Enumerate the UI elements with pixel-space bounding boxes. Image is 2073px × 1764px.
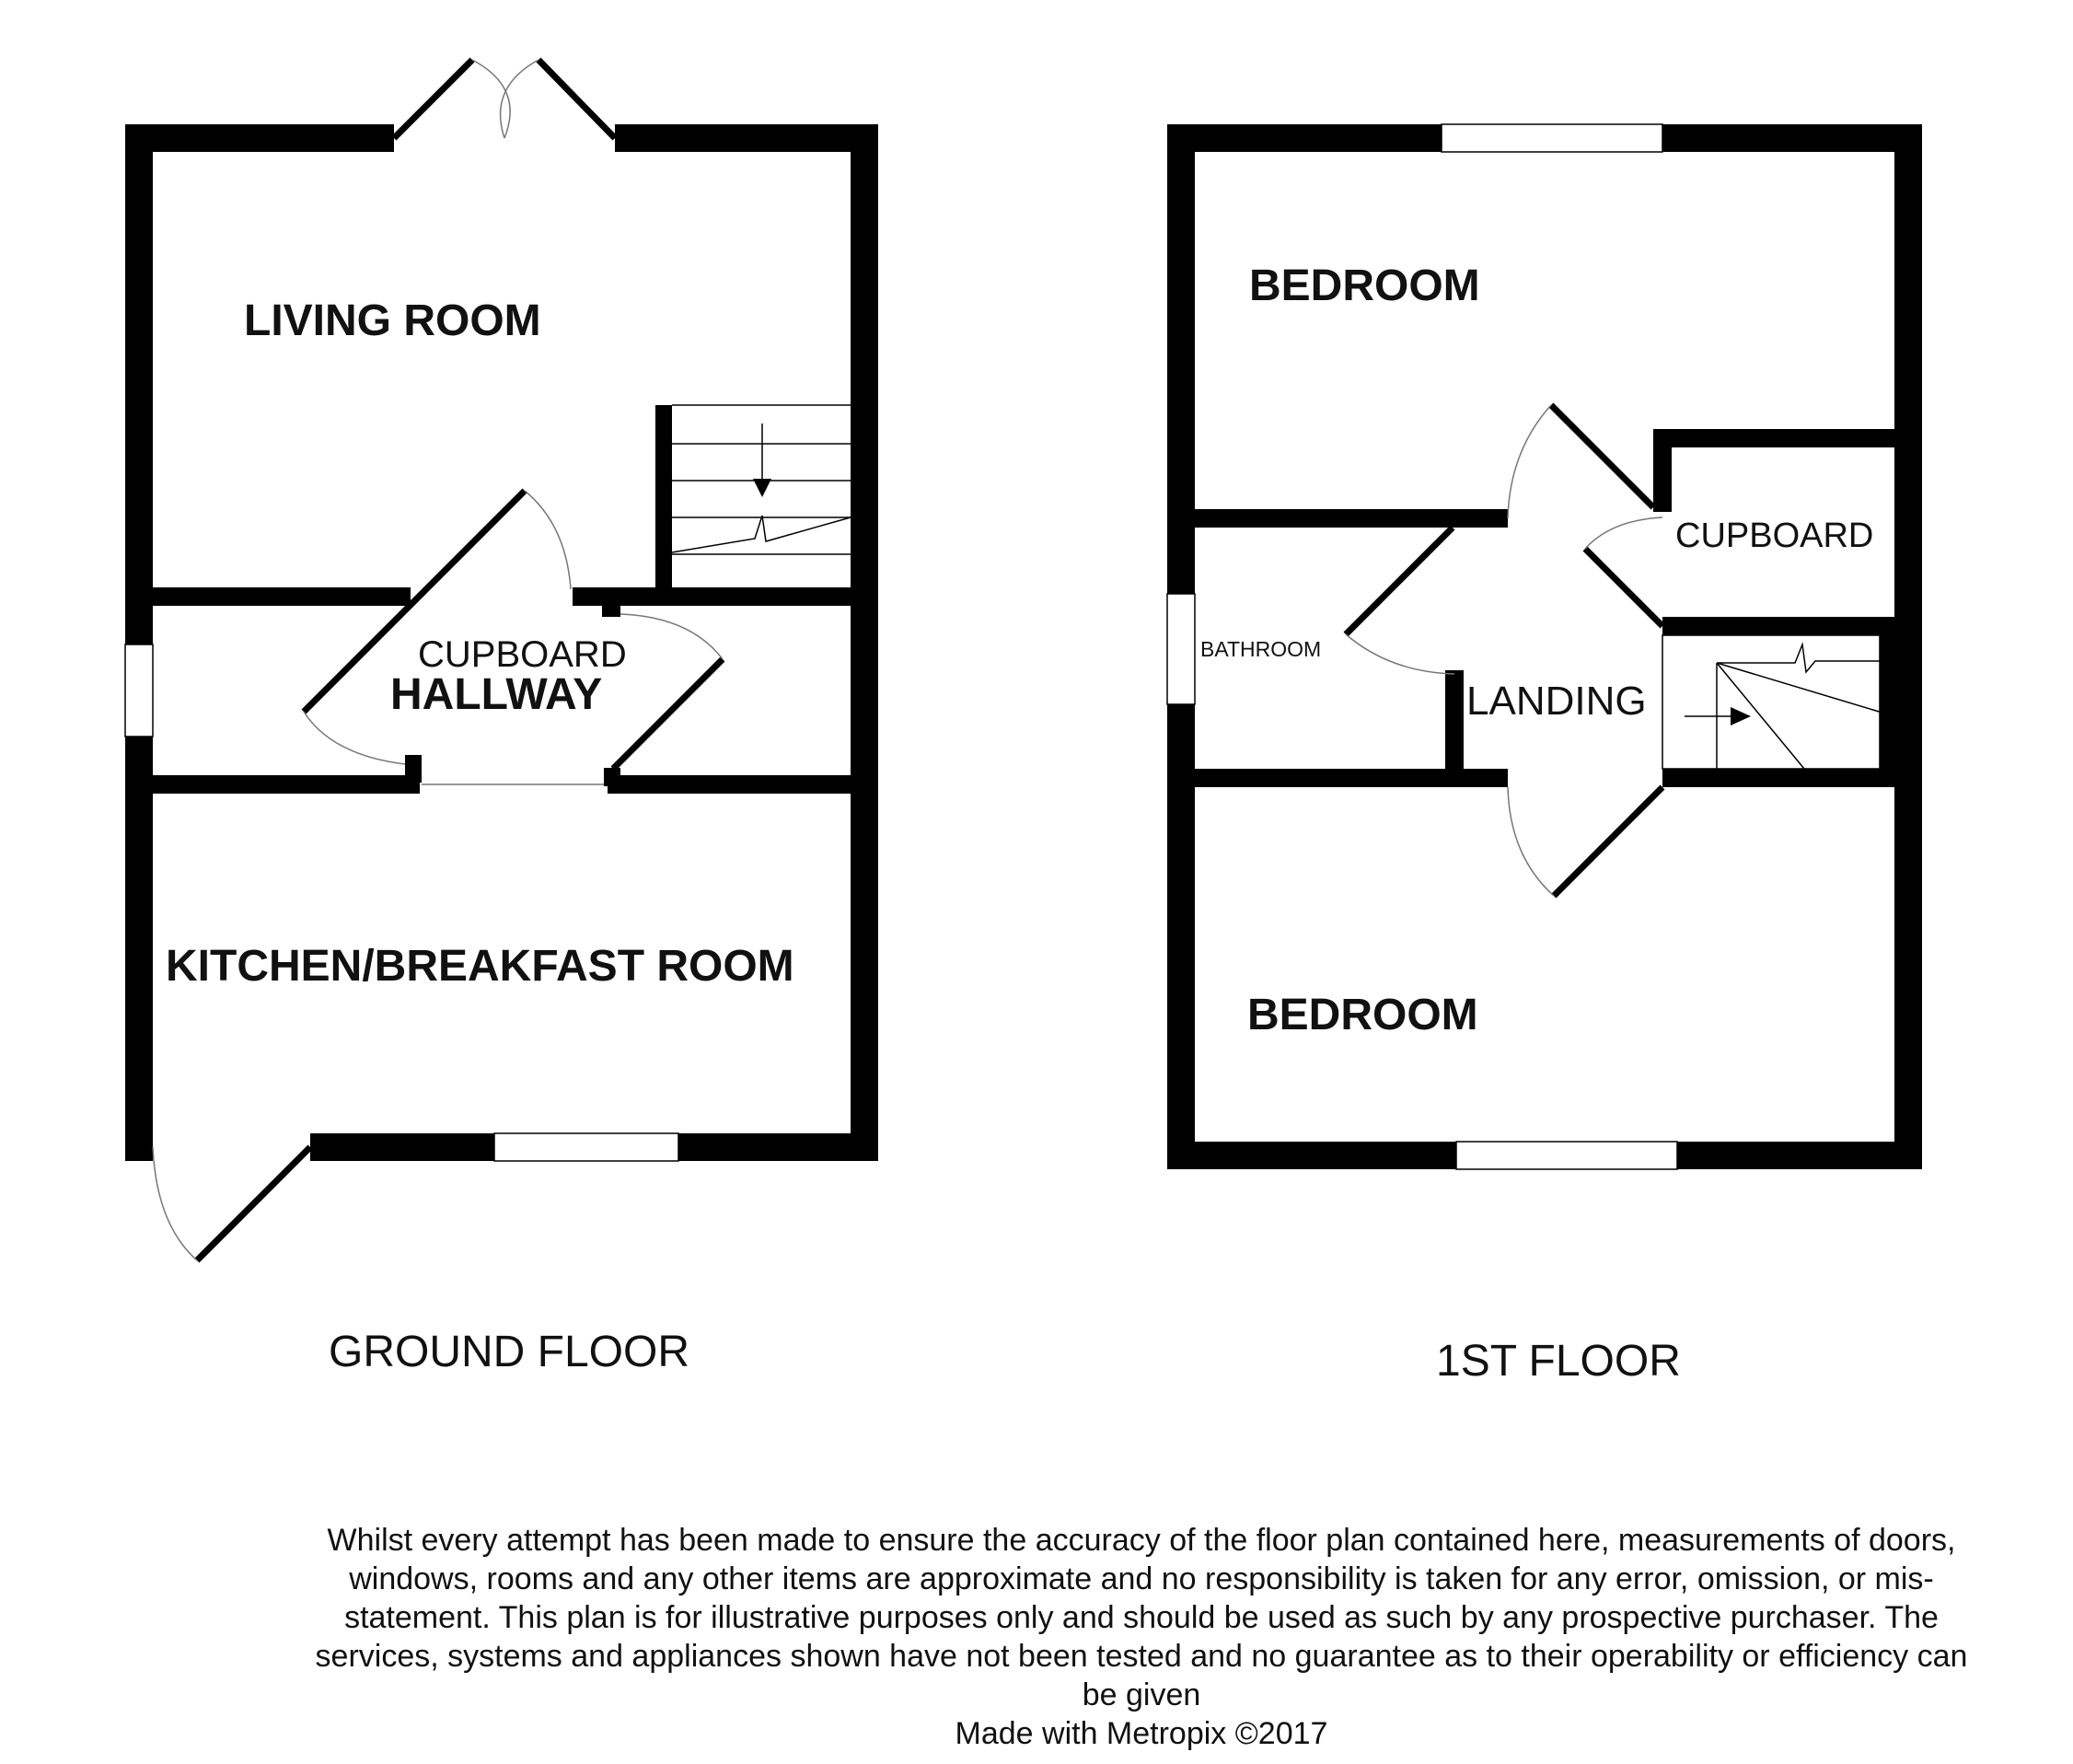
gf-patio-door-left-leaf: [394, 60, 472, 138]
ff-bathroom-door-leaf: [1346, 528, 1453, 634]
gf-kitchen-label: KITCHEN/BREAKFAST ROOM: [166, 942, 794, 991]
ff-wall-bedroom-bath: [1195, 509, 1508, 528]
ff-bedroom-top-door-leaf: [1551, 405, 1653, 507]
gf-window-hall-left: [125, 644, 153, 737]
ff-window-bedroom-top: [1442, 124, 1662, 152]
gf-stair-arrow: [753, 479, 771, 497]
ff-cupboard-door-swing: [1585, 517, 1662, 549]
ff-staircase: [1662, 635, 1894, 769]
gf-stair-wall: [655, 405, 672, 594]
ground-floor-plan: [125, 60, 878, 1376]
gf-kitchen-door-leaf: [197, 1147, 310, 1260]
ff-bedroom-bottom-door-leaf: [1554, 787, 1662, 896]
gf-cupboard-jamb-top: [602, 606, 620, 617]
gf-staircase: [672, 405, 865, 554]
gf-living-room-label: LIVING ROOM: [244, 296, 541, 345]
first-floor-plan: [1167, 124, 1922, 1386]
ff-bathroom-label: BATHROOM: [1200, 637, 1322, 661]
gf-hallway-label: HALLWAY: [390, 670, 603, 719]
ff-wall-cupboard-top: [1653, 429, 1894, 447]
gf-window-kitchen-bottom: [494, 1133, 678, 1161]
gf-wall-left: [125, 124, 153, 1161]
gf-cupboard-door-swing-bottom: [304, 712, 405, 764]
first-floor-title: 1ST FLOOR: [1436, 1337, 1681, 1386]
ff-bedroom-top-door-swing: [1508, 405, 1551, 518]
ff-wall-right: [1894, 124, 1922, 1169]
gf-patio-door-right-leaf: [539, 60, 615, 138]
gf-cupboard-jamb-left: [405, 755, 422, 783]
disclaimer-body: Whilst every attempt has been made to ensure the accuracy of the floor plan contained here, measurements of doors, windows, rooms and any other items are approximate and no responsibility is taken for any error, omission, or mis-statement. This plan is for illustrative purposes only and should be used as such by any prospective purchaser. The services, systems and appliances shown have not been tested and no guarantee as to their operability or efficiency can be given: [315, 1523, 1968, 1712]
gf-wall-bottom-left-stub: [125, 1133, 153, 1161]
ff-wall-cupboard-bottom: [1662, 617, 1894, 635]
gf-patio-door-right-swing: [501, 60, 539, 138]
gf-hall-door-leaf: [613, 659, 723, 769]
ff-bathroom-door-swing: [1346, 634, 1454, 674]
gf-cupboard-label: CUPBOARD: [418, 634, 627, 675]
ff-bedroom-bottom-door-swing: [1508, 787, 1554, 896]
metropix-credit: Made with Metropix ©2017: [955, 1716, 1328, 1751]
gf-wall-hall-kitchen-left: [153, 775, 420, 794]
ground-floor-title: GROUND FLOOR: [329, 1328, 690, 1376]
gf-wall-living-hall-left: [153, 587, 411, 606]
gf-wall-top-left: [125, 124, 394, 152]
gf-kitchen-door-swing: [153, 1147, 197, 1260]
ff-bedroom-bottom-label: BEDROOM: [1247, 991, 1478, 1039]
gf-patio-door-left-swing: [472, 60, 510, 138]
disclaimer-text: [295, 1521, 1988, 1753]
ff-window-bedroom-bottom: [1456, 1142, 1677, 1169]
ff-cupboard-door-leaf: [1585, 549, 1662, 626]
gf-cupboard-door-swing-top: [525, 491, 571, 589]
ff-wall-stair-right: [1880, 635, 1894, 783]
ff-wall-stair-bottom: [1662, 769, 1894, 787]
gf-wall-hall-kitchen-right: [608, 775, 851, 794]
ff-cupboard-label: CUPBOARD: [1675, 516, 1874, 555]
ff-landing-label: LANDING: [1466, 679, 1647, 724]
gf-wall-right: [851, 124, 878, 1161]
gf-wall-living-hall-right: [573, 587, 851, 606]
gf-wall-top-right: [615, 124, 878, 152]
ff-wall-cupboard-left: [1653, 429, 1672, 512]
ff-stair-arrow: [1731, 707, 1751, 725]
ff-window-bathroom: [1167, 594, 1195, 704]
gf-cupboard-jamb-right: [604, 768, 620, 786]
ff-bedroom-top-label: BEDROOM: [1249, 261, 1480, 310]
ff-wall-bath-right: [1445, 670, 1464, 787]
gf-hall-door-swing: [620, 614, 723, 659]
